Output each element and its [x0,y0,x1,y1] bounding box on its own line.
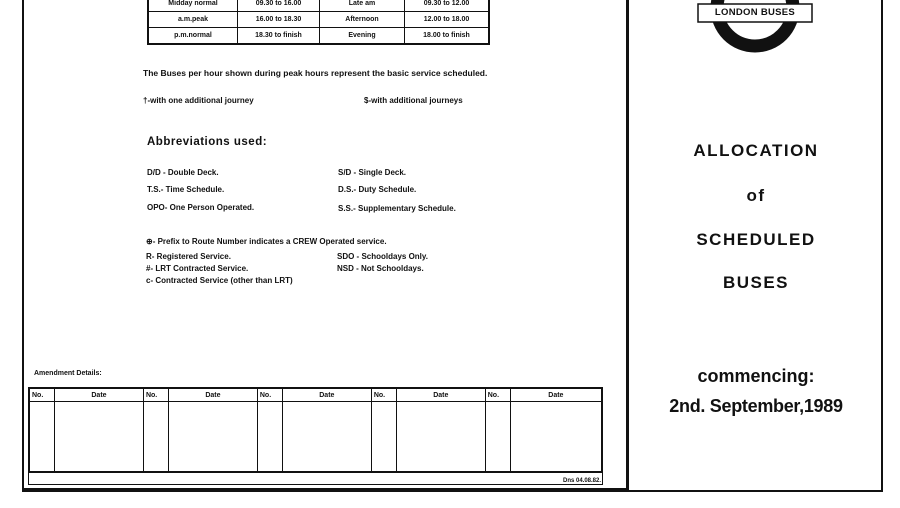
title-line-scheduled: SCHEDULED [696,230,816,249]
table-cell [29,402,55,473]
column-header: Date [396,388,485,402]
table-row [148,28,489,45]
peak-times-table [147,0,490,45]
abbrev-left: D/D - Double Deck. [147,168,219,177]
bottom-rule [22,488,628,491]
table-cell [396,402,485,473]
table-cell [510,402,602,473]
amendment-table [28,387,603,473]
table-cell [168,402,257,473]
table-cell [257,402,282,473]
column-header: No. [485,388,510,402]
table-cell: 12.00 to 18.00 [405,12,490,28]
prefix-nsd: NSD - Not Schooldays. [337,264,424,273]
prefix-sdo: SDO - Schooldays Only. [337,252,428,261]
abbrev-left: T.S.- Time Schedule. [147,185,225,194]
table-header-row [29,388,602,402]
commencing-date: 2nd. September,1989 [669,396,843,416]
prefix-contracted: c- Contracted Service (other than LRT) [146,276,293,285]
table-cell [282,402,371,473]
one-additional-note: †-with one additional journey [143,96,254,105]
column-header: Date [282,388,371,402]
prefix-registered: R- Registered Service. [146,252,231,261]
table-row [29,402,602,473]
table-row [148,0,489,12]
table-cell: Evening [320,28,405,45]
table-cell: Midday normal [148,0,238,12]
column-header: Date [55,388,144,402]
table-cell [485,402,510,473]
table-row [148,12,489,28]
table-cell: 18.30 to finish [238,28,320,45]
abbreviations-heading: Abbreviations used: [147,136,268,148]
prefix-lrt: #- LRT Contracted Service. [146,264,249,273]
london-buses-logo [670,0,840,60]
panel-divider [626,0,629,490]
column-header: Date [168,388,257,402]
prefix-crew: ⊕- Prefix to Route Number indicates a CREW Operated service. [146,237,387,246]
table-cell [143,402,168,473]
document-reference: Dns 04.08.82. [563,478,602,484]
column-header: No. [371,388,396,402]
column-header: Date [510,388,602,402]
table-cell [55,402,144,473]
column-header: No. [143,388,168,402]
commencing-label: commencing: [697,366,815,386]
logo-text: LONDON BUSES [714,7,796,18]
title-line-buses: BUSES [722,273,790,292]
title-line-of: of [746,186,766,205]
table-cell: Afternoon [320,12,405,28]
table-cell: 09.30 to 12.00 [405,0,490,12]
column-header: No. [257,388,282,402]
column-header: No. [29,388,55,402]
table-cell: Late am [320,0,405,12]
table-cell: 09.30 to 16.00 [238,0,320,12]
table-cell: a.m.peak [148,12,238,28]
table-cell: 18.00 to finish [405,28,490,45]
amendment-footer [28,473,603,485]
abbrev-right: D.S.- Duty Schedule. [338,185,417,194]
abbrev-left: OPO- One Person Operated. [147,203,255,212]
title-line-allocation: ALLOCATION [693,141,819,160]
table-cell [371,402,396,473]
table-cell: 16.00 to 18.30 [238,12,320,28]
table-cell: p.m.normal [148,28,238,45]
additional-note: $-with additional journeys [364,96,463,105]
abbrev-right: S/D - Single Deck. [338,168,407,177]
abbrev-right: S.S.- Supplementary Schedule. [338,204,456,213]
peak-note: The Buses per hour shown during peak hours represent the basic service scheduled. [143,68,488,78]
amendment-title: Amendment Details: [34,370,102,377]
